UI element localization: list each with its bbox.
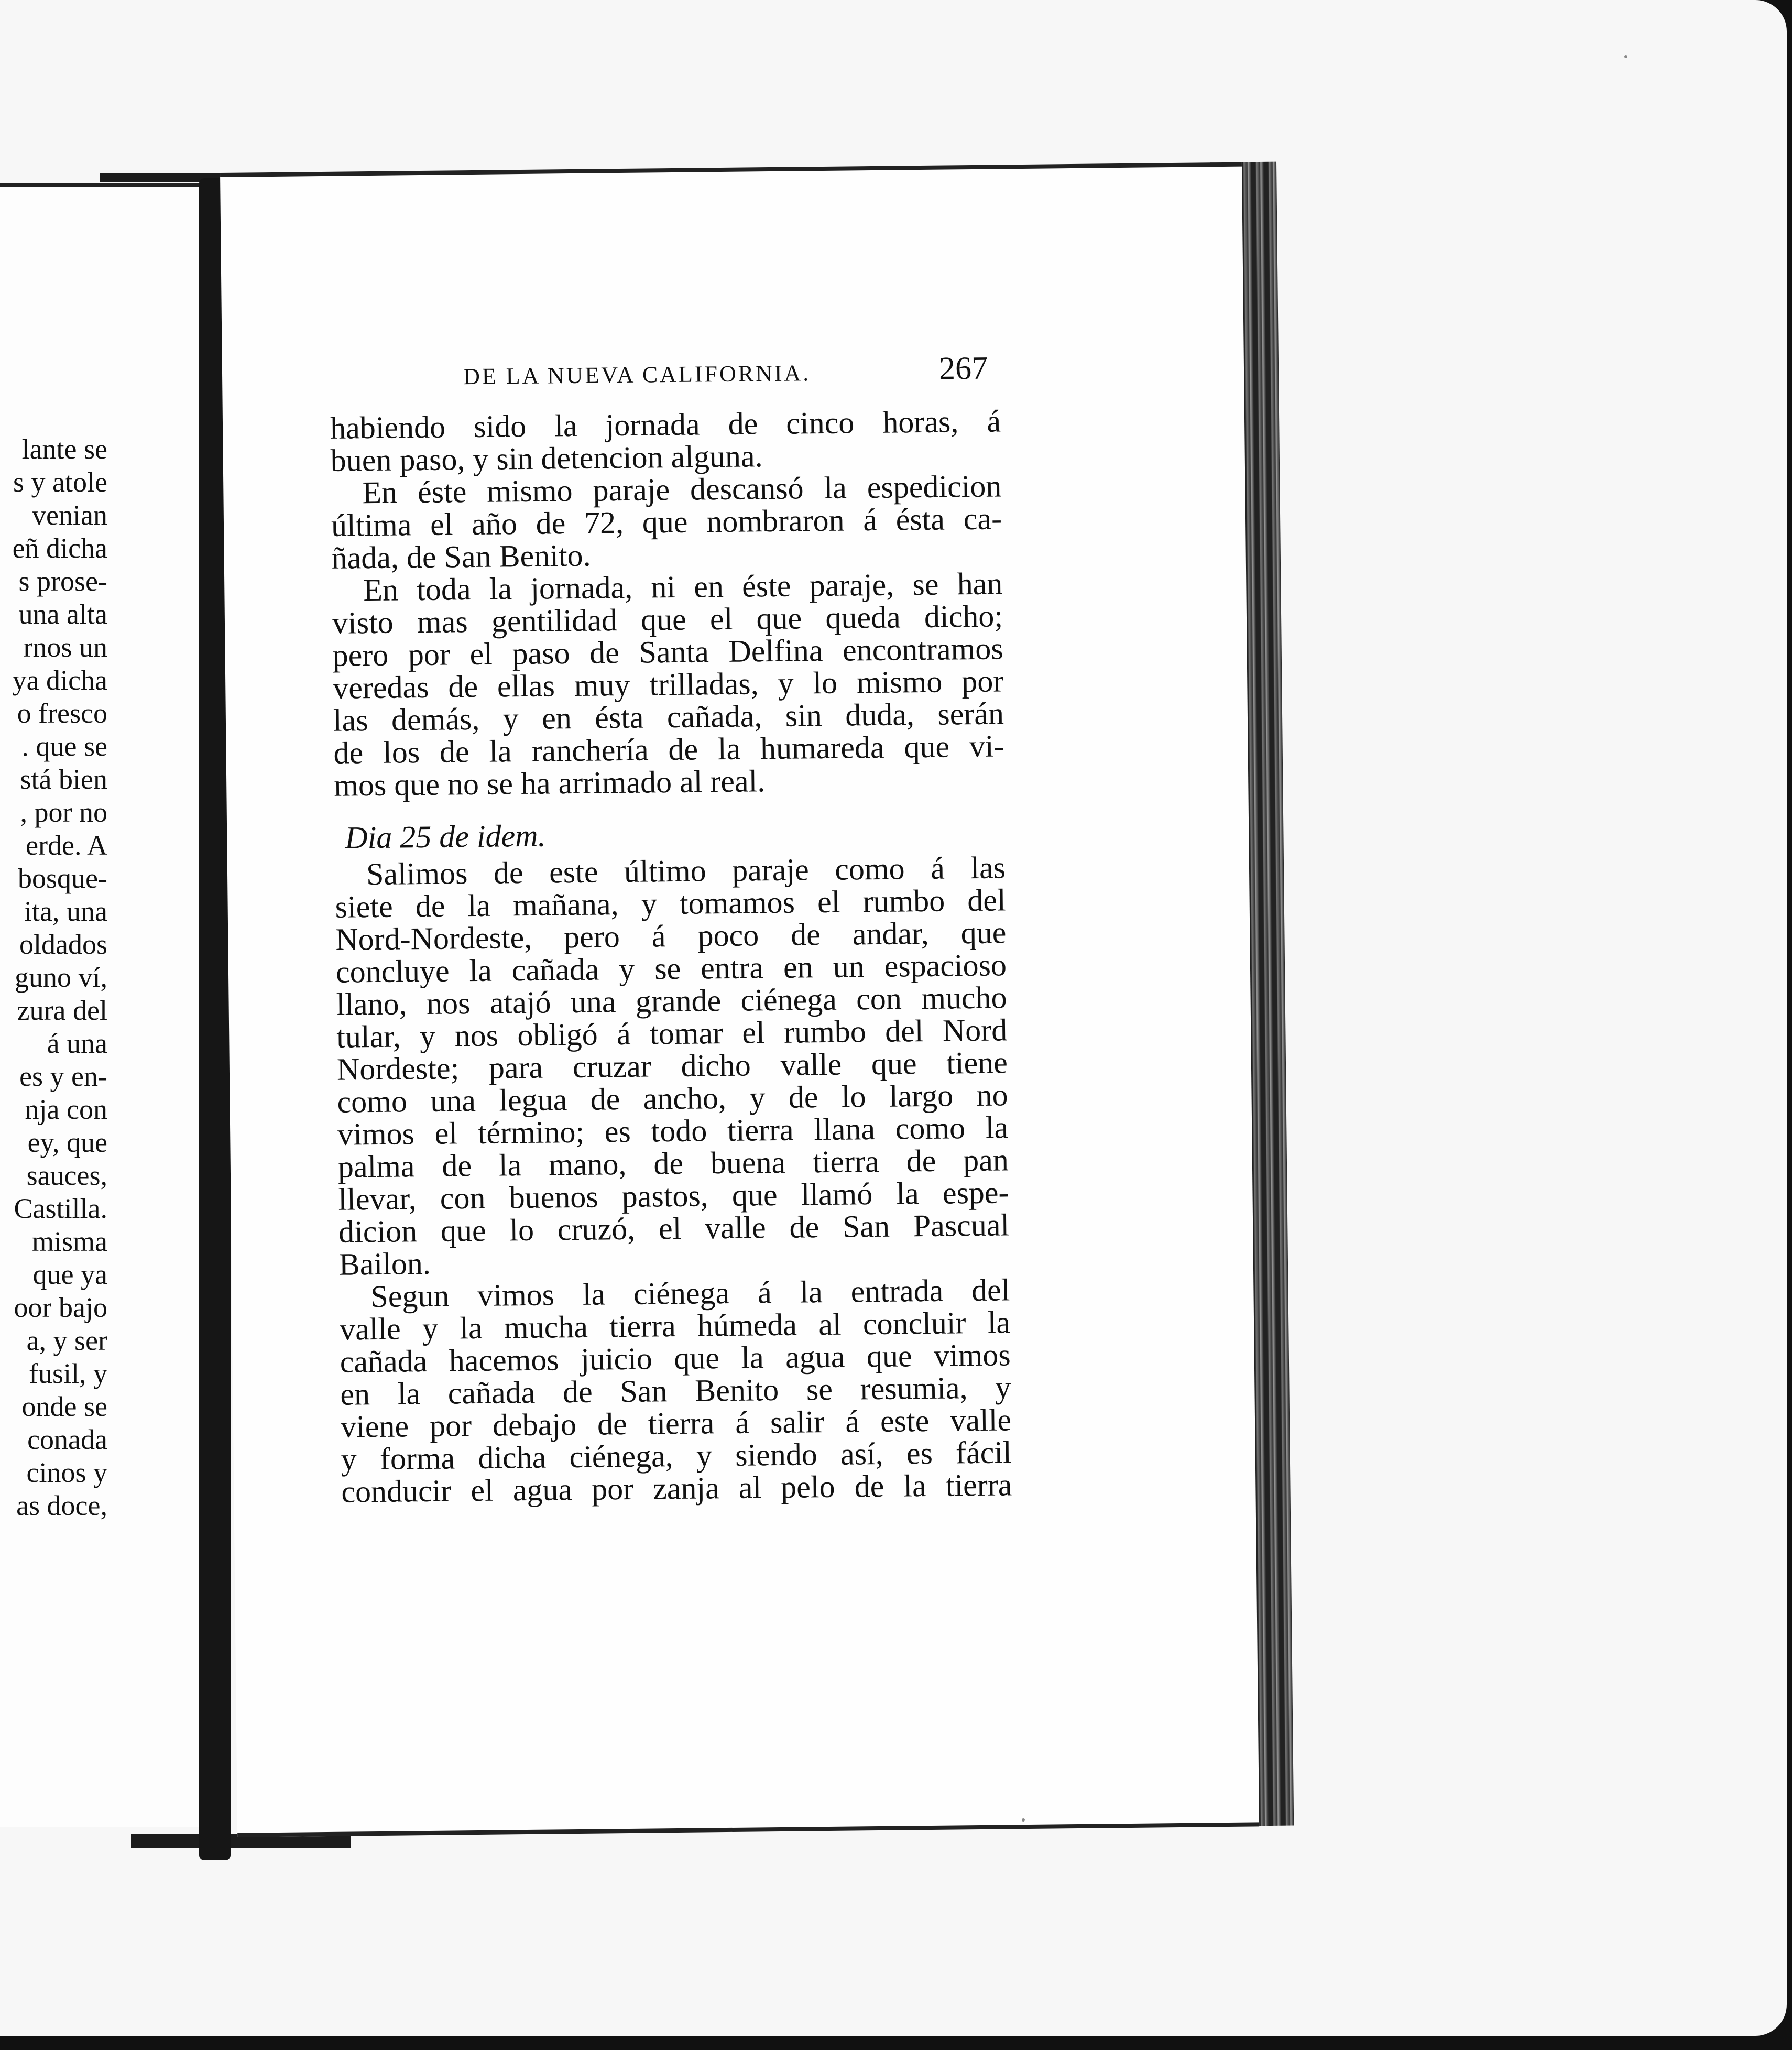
text-line: habiendo sido la jornada de cinco horas, á (330, 404, 1001, 445)
text-line: y forma dicha ciénega, y siendo así, es fácil (341, 1435, 1012, 1477)
text-line: vimos el término; es todo tierra llana como la (337, 1110, 1009, 1152)
paragraph (339, 1273, 1012, 1508)
text-line: Nordeste; para cruzar dicho valle que tiene (336, 1045, 1008, 1087)
left-line: conada (27, 1424, 107, 1455)
text-line: última el año de 72, que nombraron á ésta ca- (331, 501, 1002, 543)
text-line: mos que no se ha arrimado al real. (333, 764, 766, 803)
left-line: á una (47, 1028, 107, 1059)
left-line: una alta (18, 598, 107, 630)
text-line: En toda la jornada, ni en éste paraje, se han (363, 566, 1003, 608)
text-line: cañada hacemos juicio que la agua que vimos (340, 1337, 1011, 1379)
text-line: palma de la mano, de buena tierra de pan (337, 1142, 1009, 1184)
left-page (0, 183, 220, 1827)
section-heading: Dia 25 de idem. (344, 818, 546, 855)
left-line: que ya (32, 1259, 107, 1290)
text-line: En éste mismo paraje descansó la espedicion (362, 468, 1002, 510)
text-line: Segun vimos la ciénega á la entrada del (370, 1272, 1010, 1314)
left-line: o fresco (17, 697, 107, 729)
text-line: siete de la mañana, y tomamos el rumbo del (335, 882, 1006, 924)
left-line: . que se (21, 730, 107, 762)
text-line: veredas de ellas muy trilladas, y lo mismo por (332, 663, 1004, 705)
text-line: viene por debajo de tierra á salir á este valle (340, 1402, 1012, 1444)
text-line: dicion que lo cruzó, el valle de San Pascual (338, 1207, 1010, 1249)
left-line: rnos un (23, 631, 107, 663)
left-line: a, y ser (26, 1325, 107, 1356)
left-line: ita, una (24, 896, 107, 927)
text-line: buen paso, y sin detencion alguna. (330, 439, 763, 478)
left-line: es y en- (19, 1061, 107, 1092)
left-line: oor bajo (14, 1292, 107, 1323)
left-line: Castilla. (14, 1193, 107, 1224)
left-line: eñ dicha (12, 532, 107, 564)
paragraph (330, 405, 1001, 476)
text-line: las demás, y en ésta cañada, sin duda, serán (333, 696, 1004, 738)
text-line: en la cañada de San Benito se resumia, y (340, 1370, 1011, 1412)
running-header: DE LA NUEVA CALIFORNIA. (463, 360, 811, 390)
text-line: llano, nos atajó una grande ciénega con mucho (336, 980, 1007, 1022)
left-line: , por no (20, 797, 107, 828)
right-page (220, 162, 1259, 1837)
paragraph (331, 470, 1002, 574)
left-line: misma (32, 1226, 107, 1257)
text-line: como una legua de ancho, y de lo largo no (337, 1077, 1008, 1119)
text-line: Bailon. (338, 1246, 431, 1282)
paragraph (332, 567, 1004, 801)
left-line: stá bien (20, 764, 107, 795)
left-line: sauces, (26, 1160, 107, 1191)
text-line: Nord-Nordeste, pero á poco de andar, que (335, 915, 1007, 957)
text-line: Salimos de este último paraje como á las (366, 850, 1006, 892)
text-line: visto mas gentilidad que el que queda dicho; (332, 598, 1003, 640)
left-line: nja con (25, 1094, 107, 1125)
dust-speck (1022, 1818, 1025, 1822)
left-line: erde. A (26, 830, 107, 861)
text-line: tular, y nos obligó á tomar el rumbo del Nord (336, 1012, 1008, 1054)
left-line: lante se (21, 433, 107, 465)
left-line: ya dicha (12, 664, 107, 696)
left-line: venian (32, 499, 107, 531)
page-number: 267 (938, 350, 988, 387)
left-line: fusil, y (28, 1358, 107, 1389)
left-line: s y atole (13, 466, 107, 498)
text-line: conducir el agua por zanja al pelo de la tierra (341, 1467, 1012, 1509)
left-line: cinos y (26, 1457, 107, 1488)
paragraph (335, 851, 1010, 1280)
page-body (330, 405, 1012, 1508)
left-line: as doce, (16, 1490, 107, 1521)
text-line: valle y la mucha tierra húmeda al concluir la (339, 1305, 1011, 1347)
left-line: ey, que (27, 1127, 107, 1158)
left-line: s prose- (18, 565, 107, 597)
left-line: guno ví, (14, 962, 107, 993)
left-line: oldados (19, 929, 107, 960)
left-line: zura del (17, 995, 107, 1026)
left-page-text (0, 433, 107, 1522)
text-line: concluye la cañada y se entra en un espacioso (335, 947, 1007, 989)
text-line: pero por el paso de Santa Delfina encontramos (332, 631, 1003, 673)
text-line: de los de la ranchería de la humareda que vi- (333, 728, 1004, 770)
dust-speck (1624, 55, 1627, 58)
left-line: bosque- (18, 863, 107, 894)
text-line: ñada, de San Benito. (331, 538, 591, 575)
left-line: onde se (21, 1391, 107, 1422)
text-line: llevar, con buenos pastos, que llamó la espe- (338, 1175, 1009, 1217)
